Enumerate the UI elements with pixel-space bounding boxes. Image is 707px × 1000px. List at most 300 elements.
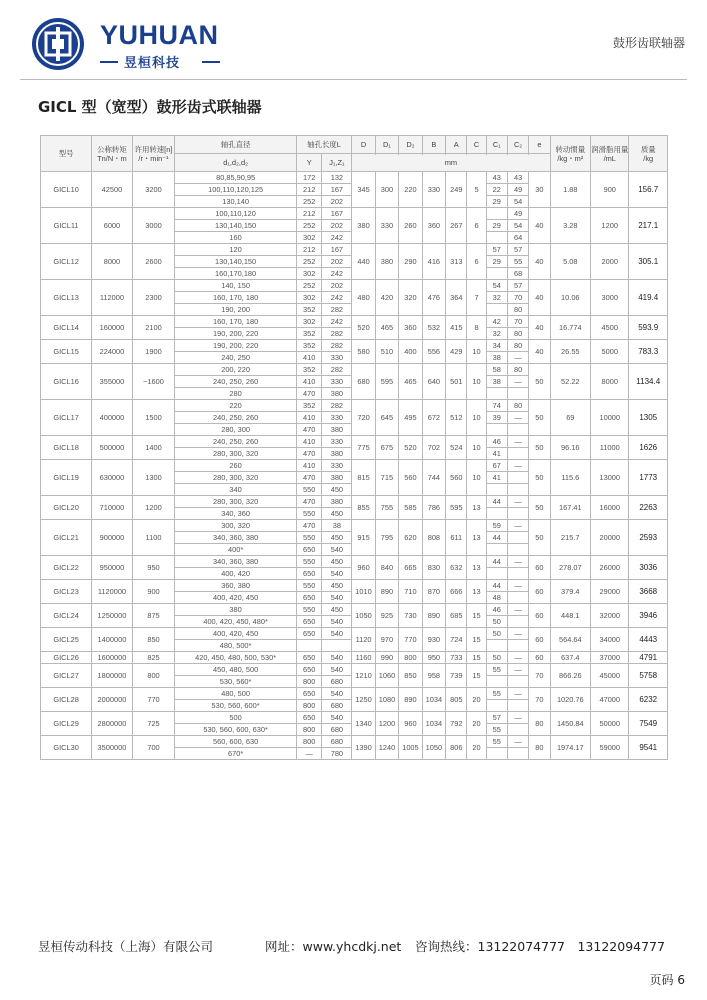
cell-model: GICL26 [41,652,92,664]
cell-B: 930 [422,628,445,652]
cell-D1: 510 [375,340,398,364]
footer-hotline: 咨询热线：13122074777 13122094777 [415,939,665,954]
cell-jz: 680 [322,676,352,688]
cell-torque: 2000000 [92,688,133,712]
cell-B: 786 [422,496,445,520]
cell-jz: 330 [322,376,352,388]
cell-speed: 900 [132,580,175,604]
cell-y: 470 [296,448,322,460]
cell-e: 60 [529,652,550,664]
cell-D2: 560 [399,460,422,496]
th-inertia-unit: /kg・m² [557,153,584,163]
cell-bore-dia: 480, 500* [175,640,297,652]
cell-mass: 5758 [629,664,668,688]
cell-C1: 46 [486,436,507,448]
cell-D2: 495 [399,400,422,436]
cell-A: 632 [446,556,467,580]
cell-model: GICL16 [41,364,92,400]
cell-B: 1034 [422,712,445,736]
cell-jz [322,640,352,652]
th-D2: D₂ [399,136,422,154]
cell-C2: — [507,628,528,640]
cell-D: 1160 [352,652,375,664]
cell-lube: 5000 [591,340,629,364]
cell-speed: 725 [132,712,175,736]
cell-mass: 4443 [629,628,668,652]
cell-C: 13 [467,580,486,604]
cell-model: GICL10 [41,172,92,208]
cell-A: 805 [446,688,467,712]
cell-y: 302 [296,268,322,280]
cell-lube: 29000 [591,580,629,604]
cell-torque: 3500000 [92,736,133,760]
cell-C1: 50 [486,616,507,628]
cell-C: 5 [467,172,486,208]
cell-jz: 242 [322,316,352,328]
cell-jz: 330 [322,352,352,364]
cell-lube: 32000 [591,604,629,628]
cell-y: 800 [296,676,322,688]
cell-D: 1120 [352,628,375,652]
cell-jz: 450 [322,604,352,616]
cell-model: GICL30 [41,736,92,760]
cell-torque: 630000 [92,460,133,496]
cell-D2: 850 [399,664,422,688]
cell-D2: 465 [399,364,422,400]
cell-y: 550 [296,508,322,520]
cell-torque: 1400000 [92,628,133,652]
cell-jz: 540 [322,664,352,676]
cell-model: GICL13 [41,280,92,316]
cell-bore-dia: 280, 300, 320 [175,496,297,508]
th-lube-unit: /mL [603,153,616,163]
cell-inertia: 16.774 [550,316,591,340]
cell-speed: 825 [132,652,175,664]
th-mass [629,136,668,172]
cell-lube: 34000 [591,628,629,652]
cell-mass: 2263 [629,496,668,520]
cell-C1: 22 [486,184,507,196]
cell-e: 60 [529,580,550,604]
cell-jz: 282 [322,400,352,412]
cell-y: 352 [296,328,322,340]
table-row [41,172,668,184]
cell-C: 10 [467,340,486,364]
cell-model: GICL14 [41,316,92,340]
cell-y: 800 [296,736,322,748]
cell-B: 890 [422,604,445,628]
cell-inertia: 1450.84 [550,712,591,736]
cell-C: 15 [467,652,486,664]
cell-jz: 540 [322,712,352,724]
cell-jz: 282 [322,304,352,316]
cell-B: 1050 [422,736,445,760]
cell-bore-dia: 340, 360 [175,508,297,520]
cell-D: 520 [352,316,375,340]
cell-C1: 41 [486,472,507,484]
cell-D: 960 [352,556,375,580]
cell-D2: 960 [399,712,422,736]
cell-C1: 59 [486,520,507,532]
cell-D1: 1240 [375,736,398,760]
cell-D2: 585 [399,496,422,520]
page-header [0,0,707,80]
cell-y: 650 [296,688,322,700]
cell-e: 80 [529,736,550,760]
cell-inertia: 564.64 [550,628,591,652]
brand-divider-right [202,61,220,63]
cell-bore-dia: 300, 320 [175,520,297,532]
cell-torque: 8000 [92,244,133,280]
cell-torque: 710000 [92,496,133,520]
cell-A: 792 [446,712,467,736]
header-divider [20,79,687,80]
th-bore-len: 轴孔长度L [296,136,351,154]
cell-mass: 419.4 [629,280,668,316]
cell-y: 470 [296,388,322,400]
cell-inertia: 448.1 [550,604,591,628]
cell-bore-dia: 280, 300, 320 [175,448,297,460]
cell-speed: 770 [132,688,175,712]
cell-y: 470 [296,472,322,484]
cell-mass: 4791 [629,652,668,664]
cell-C2: — [507,688,528,700]
cell-mass: 9541 [629,736,668,760]
cell-e: 40 [529,208,550,244]
cell-model: GICL11 [41,208,92,244]
cell-bore-dia: 160 [175,232,297,244]
cell-model: GICL17 [41,400,92,436]
th-speed-label: 许用转速[n] [134,144,173,154]
cell-jz: 540 [322,568,352,580]
cell-C2: 49 [507,184,528,196]
cell-D: 680 [352,364,375,400]
footer-website[interactable]: 网址：www.yhcdkj.net [265,939,402,954]
cell-D1: 890 [375,580,398,604]
cell-C2: — [507,580,528,592]
cell-bore-dia: 130,140,150 [175,220,297,232]
cell-speed: 700 [132,736,175,760]
cell-C: 7 [467,280,486,316]
cell-D1: 795 [375,520,398,556]
cell-jz: 167 [322,184,352,196]
cell-jz: 38 [322,520,352,532]
cell-jz: 380 [322,388,352,400]
cell-speed: 3000 [132,208,175,244]
cell-inertia: 1020.76 [550,688,591,712]
cell-C: 8 [467,316,486,340]
cell-jz: 450 [322,508,352,520]
cell-B: 476 [422,280,445,316]
cell-jz: 380 [322,424,352,436]
cell-C2: 70 [507,292,528,304]
cell-C2: — [507,352,528,364]
cell-y: 410 [296,352,322,364]
cell-C: 20 [467,688,486,712]
cell-C2 [507,388,528,400]
cell-C2 [507,472,528,484]
cell-C2: 49 [507,208,528,220]
cell-model: GICL19 [41,460,92,496]
cell-B: 950 [422,652,445,664]
cell-bore-dia: 140, 150 [175,280,297,292]
cell-C2: 80 [507,364,528,376]
cell-D2: 620 [399,520,422,556]
cell-D2: 260 [399,208,422,244]
table-row [41,520,668,532]
cell-lube: 26000 [591,556,629,580]
cell-mass: 1134.4 [629,364,668,400]
cell-y: 410 [296,460,322,472]
cell-C1 [486,208,507,220]
cell-bore-dia: 240, 250 [175,352,297,364]
cell-bore-dia: 240, 250, 260 [175,376,297,388]
table-row [41,652,668,664]
cell-lube: 3000 [591,280,629,316]
cell-lube: 1200 [591,208,629,244]
cell-inertia: 215.7 [550,520,591,556]
cell-jz: 680 [322,724,352,736]
cell-C1: 54 [486,280,507,292]
cell-model: GICL21 [41,520,92,556]
spec-table-container [40,135,668,760]
table-row [41,364,668,376]
cell-speed: 1100 [132,520,175,556]
cell-y: 650 [296,652,322,664]
cell-torque: 1250000 [92,604,133,628]
th-JZ: J₁,Z₁ [322,154,352,172]
cell-C1: 55 [486,664,507,676]
cell-bore-dia: 240, 250, 260 [175,412,297,424]
cell-model: GICL12 [41,244,92,280]
cell-y: 252 [296,280,322,292]
cell-bore-dia: 480, 500 [175,688,297,700]
cell-C2: 80 [507,304,528,316]
cell-C2: 54 [507,196,528,208]
cell-y: 650 [296,712,322,724]
cell-y: — [296,748,322,760]
cell-e: 50 [529,364,550,400]
cell-A: 313 [446,244,467,280]
cell-D: 775 [352,436,375,460]
th-inertia [550,136,591,172]
cell-jz: 450 [322,580,352,592]
cell-torque: 1600000 [92,652,133,664]
cell-bore-dia: 130,140,150 [175,256,297,268]
cell-e: 40 [529,280,550,316]
cell-e: 50 [529,496,550,520]
cell-bore-dia: 190, 200 [175,304,297,316]
cell-D1: 925 [375,604,398,628]
cell-inertia: 26.55 [550,340,591,364]
brand-name: YUHUAN [100,20,219,50]
cell-torque: 900000 [92,520,133,556]
cell-C1: 41 [486,448,507,460]
table-row [41,664,668,676]
cell-C1: 44 [486,532,507,544]
cell-C1 [486,484,507,496]
cell-jz: 780 [322,748,352,760]
cell-A: 560 [446,460,467,496]
cell-D1: 380 [375,244,398,280]
cell-model: GICL28 [41,688,92,712]
cell-mass: 156.7 [629,172,668,208]
cell-lube: 4500 [591,316,629,340]
cell-bore-dia: 190, 200, 220 [175,340,297,352]
cell-jz: 202 [322,220,352,232]
cell-D2: 520 [399,436,422,460]
table-row [41,556,668,568]
cell-bore-dia: 380 [175,604,297,616]
cell-inertia: 52.22 [550,364,591,400]
cell-C: 15 [467,628,486,652]
cell-bore-dia: 240, 250, 260 [175,436,297,448]
cell-D1: 595 [375,364,398,400]
cell-jz: 680 [322,736,352,748]
cell-B: 808 [422,520,445,556]
th-A: A [446,136,467,154]
th-D1: D₁ [375,136,398,154]
cell-bore-dia: 280 [175,388,297,400]
cell-C1: 43 [486,172,507,184]
cell-C1 [486,676,507,688]
cell-jz: 380 [322,448,352,460]
cell-bore-dia: 400, 420, 450 [175,628,297,640]
cell-mass: 783.3 [629,340,668,364]
cell-speed: 850 [132,628,175,652]
cell-speed: 1300 [132,460,175,496]
th-mass-label: 质量 [640,144,656,154]
th-torque [92,136,133,172]
cell-C: 15 [467,664,486,688]
cell-jz: 330 [322,412,352,424]
cell-D1: 1080 [375,688,398,712]
cell-A: 806 [446,736,467,760]
cell-lube: 37000 [591,652,629,664]
cell-torque: 6000 [92,208,133,244]
cell-C2: — [507,652,528,664]
th-bore-dia: 轴孔直径 [175,136,297,154]
cell-lube: 8000 [591,364,629,400]
cell-torque: 1800000 [92,664,133,688]
cell-lube: 10000 [591,400,629,436]
cell-C2 [507,544,528,556]
cell-D2: 290 [399,244,422,280]
cell-bore-dia: 340 [175,484,297,496]
th-speed-unit: /r・min⁻¹ [138,153,169,163]
th-lube [591,136,629,172]
cell-C1: 58 [486,364,507,376]
cell-C2: 80 [507,328,528,340]
cell-jz: 680 [322,700,352,712]
cell-C1 [486,748,507,760]
cell-y: 550 [296,532,322,544]
th-mm-unit: mm [352,154,550,172]
cell-y: 410 [296,376,322,388]
cell-jz: 540 [322,688,352,700]
cell-C1: 55 [486,688,507,700]
cell-bore-dia: 80,85,90,95 [175,172,297,184]
cell-bore-dia: 530, 560, 600, 630* [175,724,297,736]
cell-D2: 710 [399,580,422,604]
cell-C2: — [507,712,528,724]
cell-D1: 330 [375,208,398,244]
cell-y: 800 [296,700,322,712]
cell-C2 [507,448,528,460]
cell-C2: — [507,496,528,508]
cell-bore-dia: 160, 170, 180 [175,292,297,304]
cell-D: 380 [352,208,375,244]
cell-D2: 1005 [399,736,422,760]
table-row [41,244,668,256]
cell-jz: 540 [322,592,352,604]
cell-D: 1250 [352,688,375,712]
cell-C1: 48 [486,592,507,604]
cell-y: 470 [296,520,322,532]
cell-y: 212 [296,244,322,256]
cell-y: 252 [296,256,322,268]
cell-jz: 202 [322,280,352,292]
cell-e: 40 [529,340,550,364]
cell-A: 724 [446,628,467,652]
cell-C: 13 [467,520,486,556]
cell-inertia: 167.41 [550,496,591,520]
cell-e: 60 [529,604,550,628]
cell-speed: 950 [132,556,175,580]
cell-bore-dia: 450, 480, 500 [175,664,297,676]
cell-bore-dia: 190, 200, 220 [175,328,297,340]
cell-jz: 132 [322,172,352,184]
cell-lube: 13000 [591,460,629,496]
cell-jz: 282 [322,328,352,340]
cell-C1 [486,232,507,244]
cell-y: 650 [296,616,322,628]
cell-jz: 540 [322,628,352,640]
cell-D2: 890 [399,688,422,712]
cell-lube: 59000 [591,736,629,760]
cell-torque: 160000 [92,316,133,340]
cell-C2 [507,748,528,760]
cell-C: 10 [467,364,486,400]
cell-C1 [486,388,507,400]
th-bore-dia-sub: d₁,d₂,d₂ [175,154,297,172]
cell-speed: ~1600 [132,364,175,400]
header-title: 鼓形齿联轴器 [612,36,685,50]
th-torque-label: 公称转矩 [97,144,127,154]
cell-speed: 1400 [132,436,175,460]
cell-bore-dia: 220 [175,400,297,412]
cell-C2: — [507,436,528,448]
th-Y: Y [296,154,322,172]
cell-model: GICL25 [41,628,92,652]
cell-y: 650 [296,592,322,604]
cell-C2: 54 [507,220,528,232]
cell-inertia: 1974.17 [550,736,591,760]
brand-logo-icon [30,16,86,72]
cell-C2 [507,676,528,688]
cell-inertia: 866.26 [550,664,591,688]
cell-speed: 875 [132,604,175,628]
cell-y: 172 [296,172,322,184]
cell-jz: 167 [322,208,352,220]
cell-D: 1010 [352,580,375,604]
cell-B: 958 [422,664,445,688]
cell-D: 1210 [352,664,375,688]
cell-D: 480 [352,280,375,316]
cell-B: 556 [422,340,445,364]
th-C: C [467,136,486,154]
cell-jz: 202 [322,196,352,208]
